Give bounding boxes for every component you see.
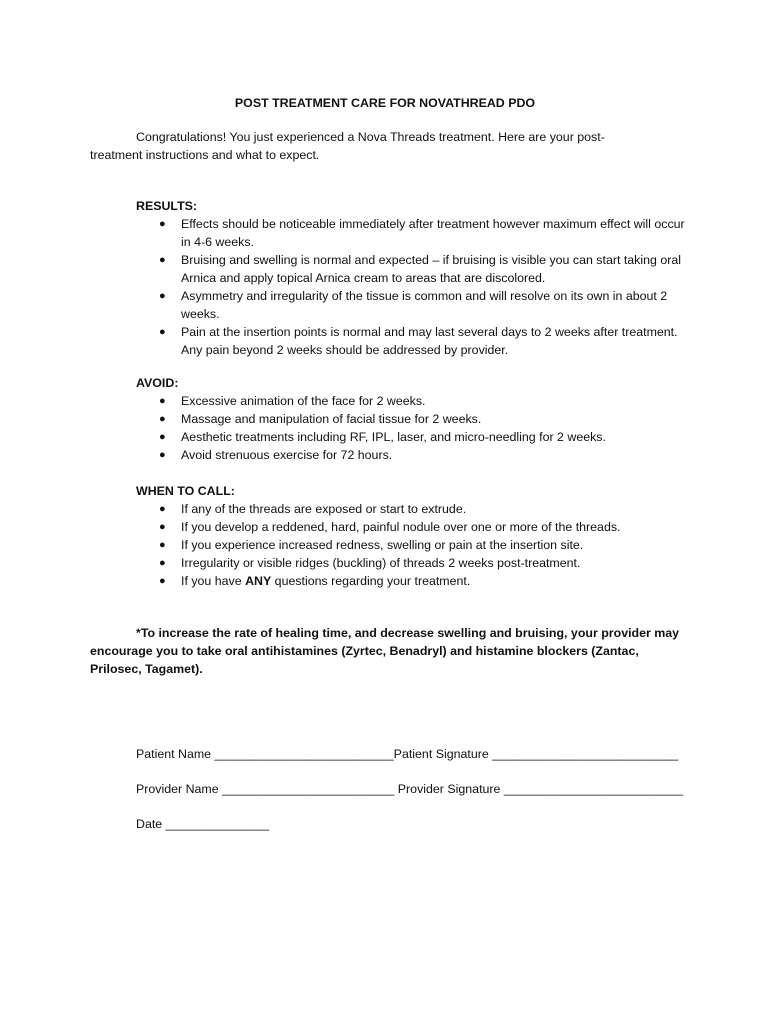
bullet-icon: ● xyxy=(159,413,166,425)
results-heading: RESULTS: xyxy=(136,199,198,213)
list-item xyxy=(136,410,696,428)
healing-note: *To increase the rate of healing time, and decrease swelling and bruising, your provider may encourage you to take oral antihistamines (Zyrtec, Benadryl) and histamine blockers (Zantac, Prilosec, Tagamet). xyxy=(90,626,680,676)
list-item xyxy=(136,572,696,590)
list-item xyxy=(136,251,696,287)
list-item-text-suffix: questions regarding your treatment. xyxy=(271,574,471,588)
list-item-emphasis: ANY xyxy=(245,574,272,588)
list-item-text: If you experience increased redness, swelling or pain at the insertion site. xyxy=(181,538,584,552)
list-item xyxy=(136,554,696,572)
list-item-text: If any of the threads are exposed or start to extrude. xyxy=(181,502,467,516)
when-to-call-list xyxy=(136,500,696,590)
bullet-icon: ● xyxy=(159,395,166,407)
list-item-text: Excessive animation of the face for 2 weeks. xyxy=(181,394,426,408)
avoid-list xyxy=(136,392,696,464)
bullet-icon: ● xyxy=(159,575,166,587)
date-line[interactable]: Date _______________ xyxy=(136,817,269,831)
list-item-text: Massage and manipulation of facial tissue for 2 weeks. xyxy=(181,412,482,426)
list-item xyxy=(136,500,696,518)
when-to-call-section xyxy=(136,482,696,590)
list-item xyxy=(136,287,696,323)
list-item-text: Irregularity or visible ridges (buckling) of threads 2 weeks post-treatment. xyxy=(181,556,581,570)
list-item-text: Aesthetic treatments including RF, IPL, laser, and micro-needling for 2 weeks. xyxy=(181,430,606,444)
bullet-icon: ● xyxy=(159,254,166,266)
when-to-call-heading: WHEN TO CALL: xyxy=(136,484,235,498)
bullet-icon: ● xyxy=(159,521,166,533)
list-item xyxy=(136,215,696,251)
bullet-icon: ● xyxy=(159,503,166,515)
list-item-text: Asymmetry and irregularity of the tissue is common and will resolve on its own in about 2 weeks. xyxy=(181,289,668,321)
avoid-heading: AVOID: xyxy=(136,376,179,390)
bullet-icon: ● xyxy=(159,326,166,338)
bullet-icon: ● xyxy=(159,431,166,443)
results-list xyxy=(136,215,696,359)
patient-signature-line[interactable]: Patient Name __________________________Patient Signature ___________________________ xyxy=(136,747,679,761)
list-item xyxy=(136,446,696,464)
list-item xyxy=(136,428,696,446)
list-item xyxy=(136,323,696,359)
results-section xyxy=(136,197,696,359)
intro-paragraph: Congratulations! You just experienced a Nova Threads treatment. Here are your post-treatment instructions and what to expect. xyxy=(90,130,605,162)
list-item-text: Effects should be noticeable immediately after treatment however maximum effect will occur in 4-6 weeks. xyxy=(181,217,685,249)
bullet-icon: ● xyxy=(159,218,166,230)
list-item xyxy=(136,536,696,554)
list-item-text: Pain at the insertion points is normal and may last several days to 2 weeks after treatment. Any pain beyond 2 weeks should be addressed by provider. xyxy=(181,325,678,357)
list-item-text: Bruising and swelling is normal and expected – if bruising is visible you can start taking oral Arnica and apply topical Arnica cream to areas that are discolored. xyxy=(181,253,682,285)
list-item-text: If you develop a reddened, hard, painful nodule over one or more of the threads. xyxy=(181,520,621,534)
bullet-icon: ● xyxy=(159,290,166,302)
document-title: POST TREATMENT CARE FOR NOVATHREAD PDO xyxy=(234,96,536,110)
bullet-icon: ● xyxy=(159,449,166,461)
list-item xyxy=(136,518,696,536)
list-item-text: Avoid strenuous exercise for 72 hours. xyxy=(181,448,393,462)
provider-signature-line[interactable]: Provider Name _________________________ Provider Signature __________________________ xyxy=(136,782,684,796)
bullet-icon: ● xyxy=(159,539,166,551)
avoid-section xyxy=(136,374,696,464)
bullet-icon: ● xyxy=(159,557,166,569)
list-item xyxy=(136,392,696,410)
list-item-text-prefix: If you have xyxy=(181,574,246,588)
